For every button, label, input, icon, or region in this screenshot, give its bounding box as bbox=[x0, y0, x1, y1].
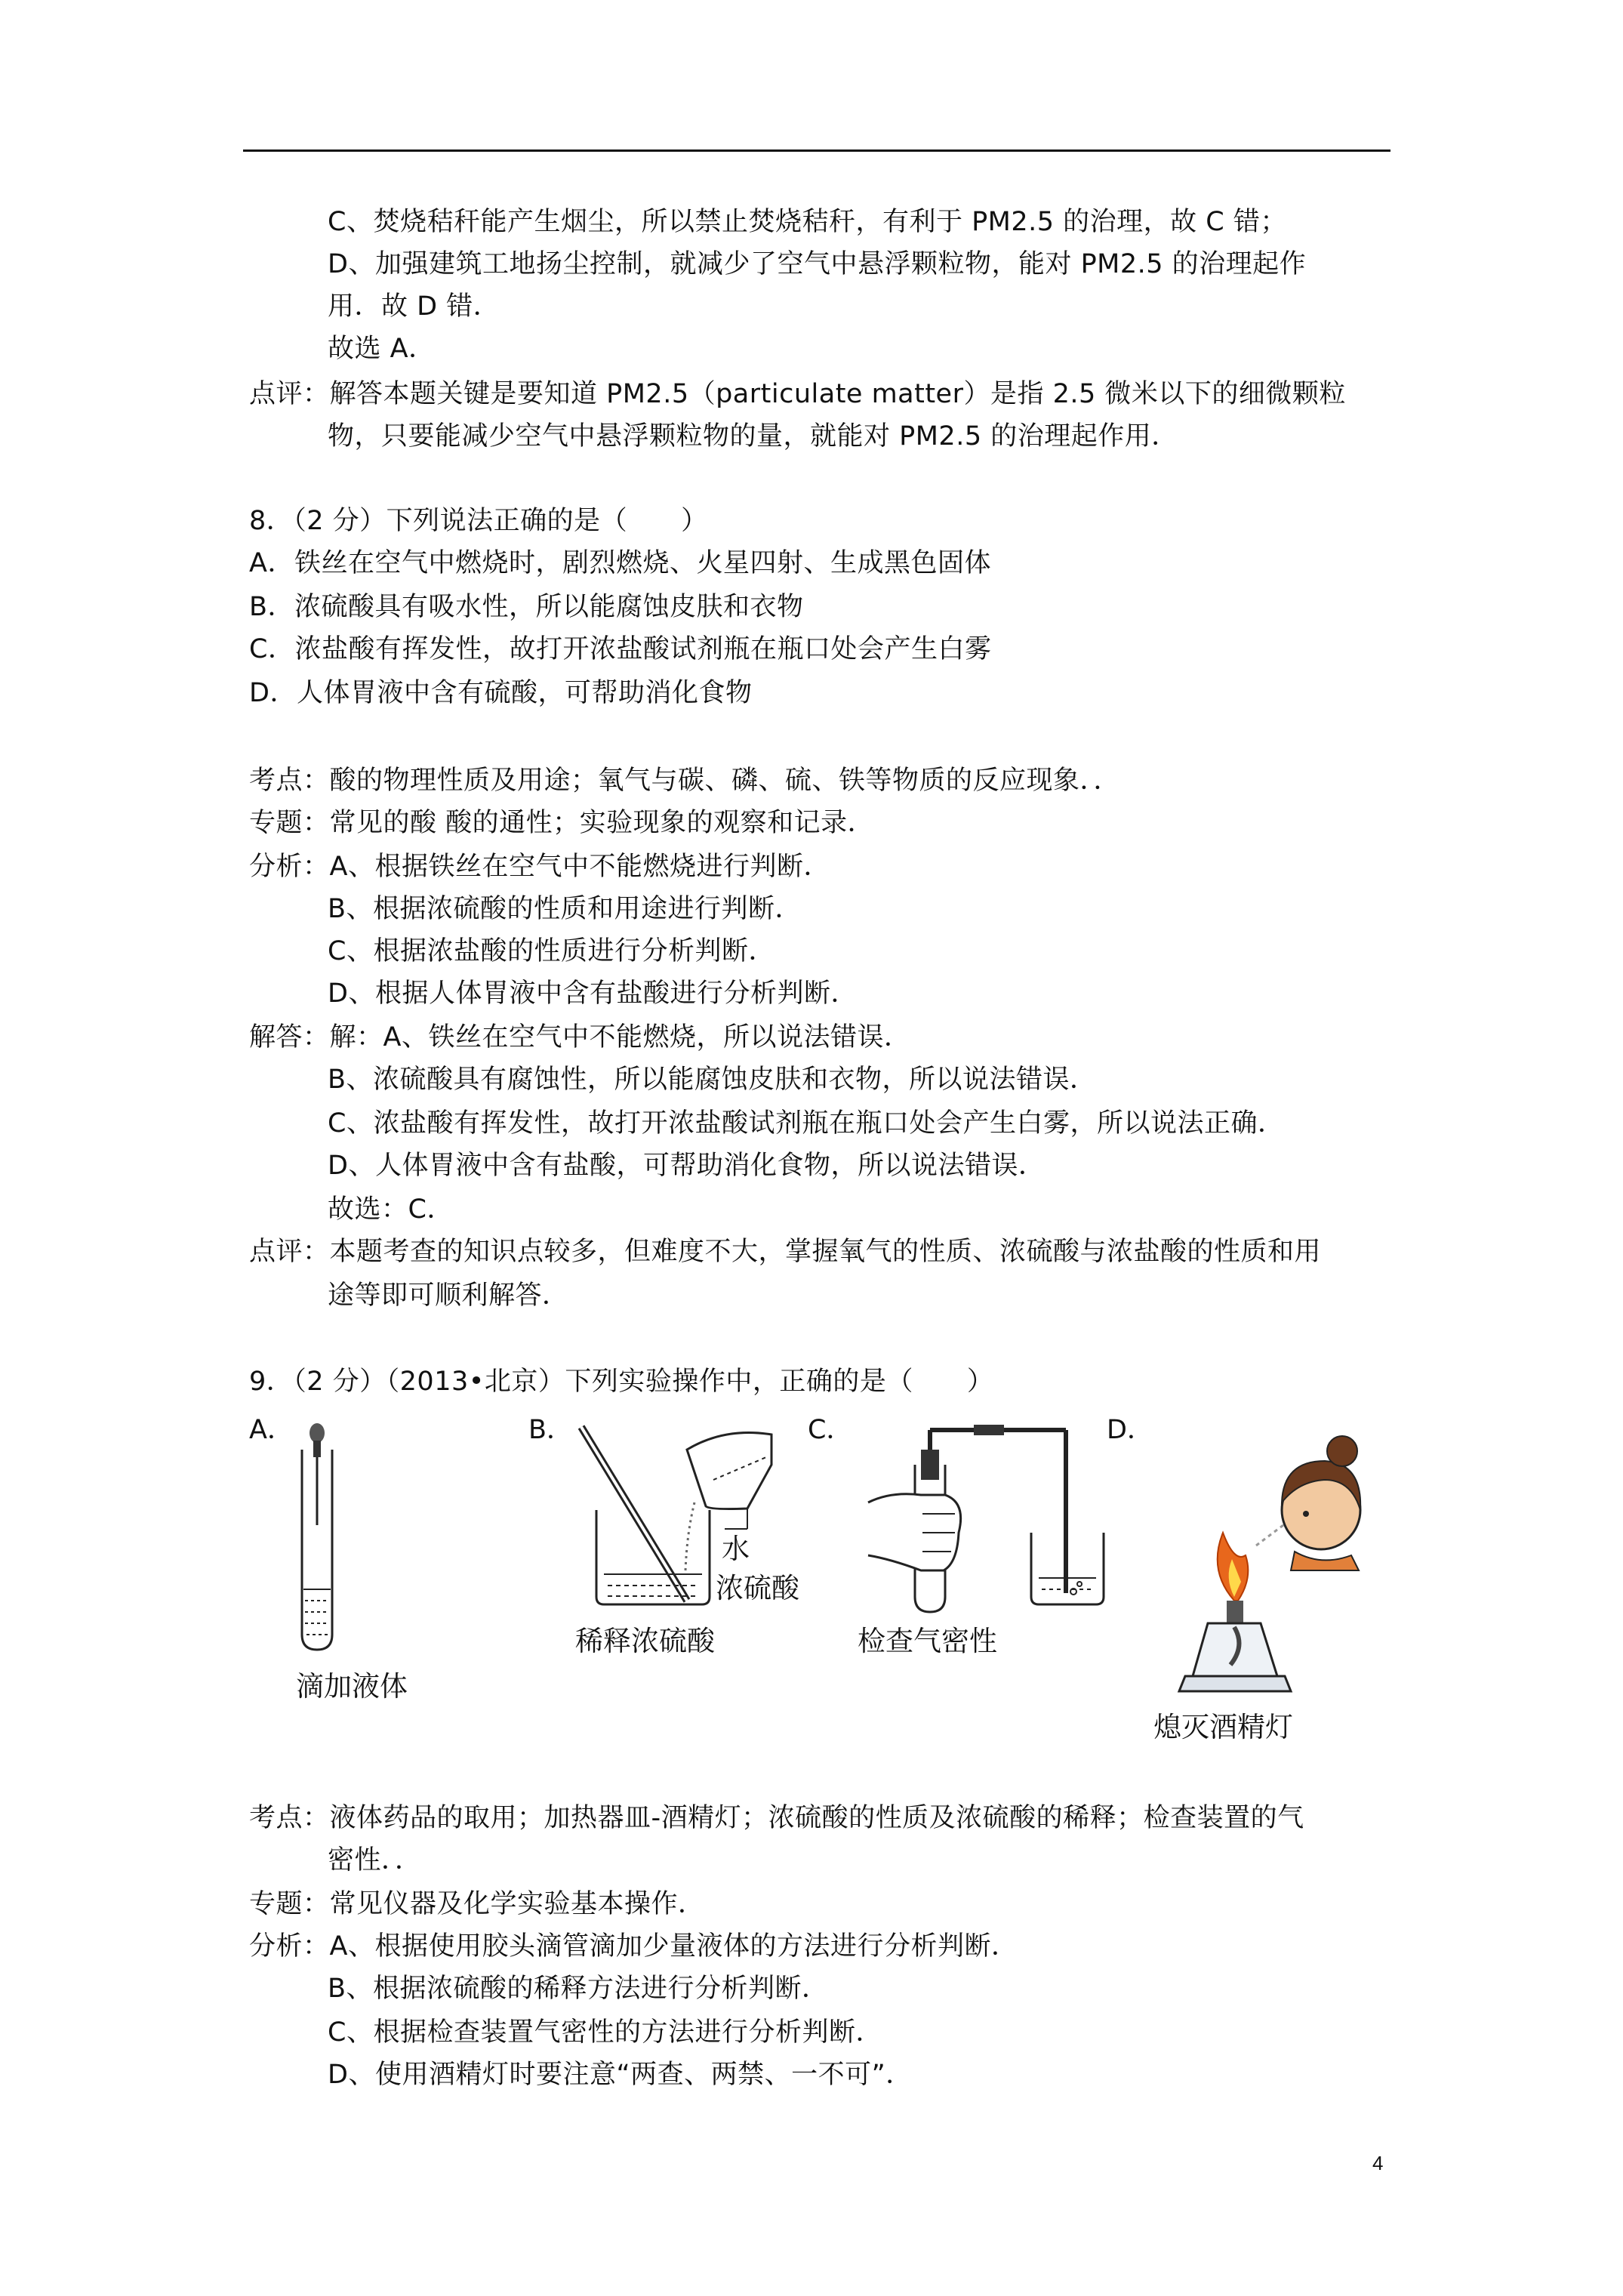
q7-option-d-analysis-line1: D、加强建筑工地扬尘控制，就减少了空气中悬浮颗粒物，能对 PM2.5 的治理起作 bbox=[328, 249, 1307, 279]
q9-option-b-label-acid: 浓硫酸 bbox=[716, 1572, 799, 1604]
q7-comment-line1: 点评：解答本题关键是要知道 PM2.5（particulate matter）是指 2.5 微米以下的细微颗粒 bbox=[249, 379, 1346, 409]
q8-stem: 8．（2 分）下列说法正确的是（ ） bbox=[249, 506, 708, 536]
q8-jieda-d: D、人体胃液中含有盐酸，可帮助消化食物，所以说法错误． bbox=[328, 1151, 1046, 1181]
q7-option-d-analysis-line2: 用．故 D 错． bbox=[328, 291, 500, 322]
q8-option-c: C．浓盐酸有挥发性，故打开浓盐酸试剂瓶在瓶口处会产生白雾 bbox=[249, 634, 992, 664]
q7-answer: 故选 A． bbox=[328, 334, 436, 364]
q8-comment-line2: 途等即可顺利解答． bbox=[328, 1281, 569, 1311]
q8-fenxi-d: D、根据人体胃液中含有盐酸进行分析判断． bbox=[328, 978, 858, 1009]
q9-option-c-caption: 检查气密性 bbox=[858, 1625, 997, 1657]
q9-stem: 9．（2 分）（2013•北京）下列实验操作中，正确的是（ ） bbox=[249, 1367, 994, 1397]
q8-jieda-a: 解答：解：A、铁丝在空气中不能燃烧，所以说法错误． bbox=[249, 1022, 911, 1052]
q9-option-b-label-water: 水 bbox=[722, 1533, 750, 1565]
q9-option-c-letter: C． bbox=[808, 1415, 853, 1445]
q9-option-b-caption: 稀释浓硫酸 bbox=[575, 1625, 715, 1657]
q7-comment-line2: 物，只要能减少空气中悬浮颗粒物的量，就能对 PM2.5 的治理起作用． bbox=[328, 421, 1178, 451]
header-rule bbox=[243, 149, 1390, 152]
q9-kaodian-line1: 考点：液体药品的取用；加热器皿-酒精灯；浓硫酸的性质及浓硫酸的稀释；检查装置的气 bbox=[249, 1803, 1304, 1833]
dropper-test-tube-figure bbox=[287, 1419, 377, 1669]
q8-jieda-c: C、浓盐酸有挥发性，故打开浓盐酸试剂瓶在瓶口处会产生白雾，所以说法正确． bbox=[328, 1108, 1285, 1139]
q9-fenxi-d: D、使用酒精灯时要注意“两查、两禁、一不可”． bbox=[328, 2060, 913, 2090]
q8-zhuanti: 专题：常见的酸 酸的通性；实验现象的观察和记录． bbox=[249, 808, 875, 838]
q8-fenxi-b: B、根据浓硫酸的性质和用途进行判断． bbox=[328, 894, 802, 924]
q9-option-d-caption: 熄灭酒精灯 bbox=[1153, 1711, 1293, 1743]
q8-kaodian: 考点：酸的物理性质及用途；氧气与碳、磷、硫、铁等物质的反应现象．． bbox=[249, 766, 1121, 796]
q8-answer: 故选：C． bbox=[328, 1194, 454, 1225]
q9-option-a-letter: A． bbox=[249, 1415, 294, 1445]
page-number: 4 bbox=[1372, 2152, 1384, 2174]
q9-fenxi-a: 分析：A、根据使用胶头滴管滴加少量液体的方法进行分析判断． bbox=[249, 1931, 1018, 1962]
q9-fenxi-b: B、根据浓硫酸的稀释方法进行分析判断． bbox=[328, 1974, 829, 2004]
q9-zhuanti: 专题：常见仪器及化学实验基本操作． bbox=[249, 1889, 705, 1919]
extinguish-alcohol-lamp-figure bbox=[1163, 1419, 1389, 1714]
check-airtightness-figure bbox=[861, 1419, 1117, 1616]
q8-option-b: B．浓硫酸具有吸水性，所以能腐蚀皮肤和衣物 bbox=[249, 592, 804, 622]
q8-fenxi-a: 分析：A、根据铁丝在空气中不能燃烧进行判断． bbox=[249, 852, 830, 882]
q9-kaodian-line2: 密性．． bbox=[328, 1845, 422, 1875]
q9-option-b-letter: B． bbox=[528, 1415, 574, 1445]
q8-jieda-b: B、浓硫酸具有腐蚀性，所以能腐蚀皮肤和衣物，所以说法错误． bbox=[328, 1065, 1097, 1095]
q9-option-d-letter: D． bbox=[1107, 1415, 1153, 1445]
q7-option-c-analysis: C、焚烧秸秆能产生烟尘，所以禁止焚烧秸秆，有利于 PM2.5 的治理，故 C 错； bbox=[328, 207, 1287, 237]
q8-option-d: D．人体胃液中含有硫酸，可帮助消化食物 bbox=[249, 678, 753, 708]
q8-comment-line1: 点评：本题考查的知识点较多，但难度不大，掌握氧气的性质、浓硫酸与浓盐酸的性质和用 bbox=[249, 1237, 1322, 1267]
q9-option-a-caption: 滴加液体 bbox=[296, 1670, 408, 1703]
q8-fenxi-c: C、根据浓盐酸的性质进行分析判断． bbox=[328, 936, 775, 966]
q8-option-a: A．铁丝在空气中燃烧时，剧烈燃烧、火星四射、生成黑色固体 bbox=[249, 548, 991, 578]
q9-fenxi-c: C、根据检查装置气密性的方法进行分析判断． bbox=[328, 2017, 882, 2048]
